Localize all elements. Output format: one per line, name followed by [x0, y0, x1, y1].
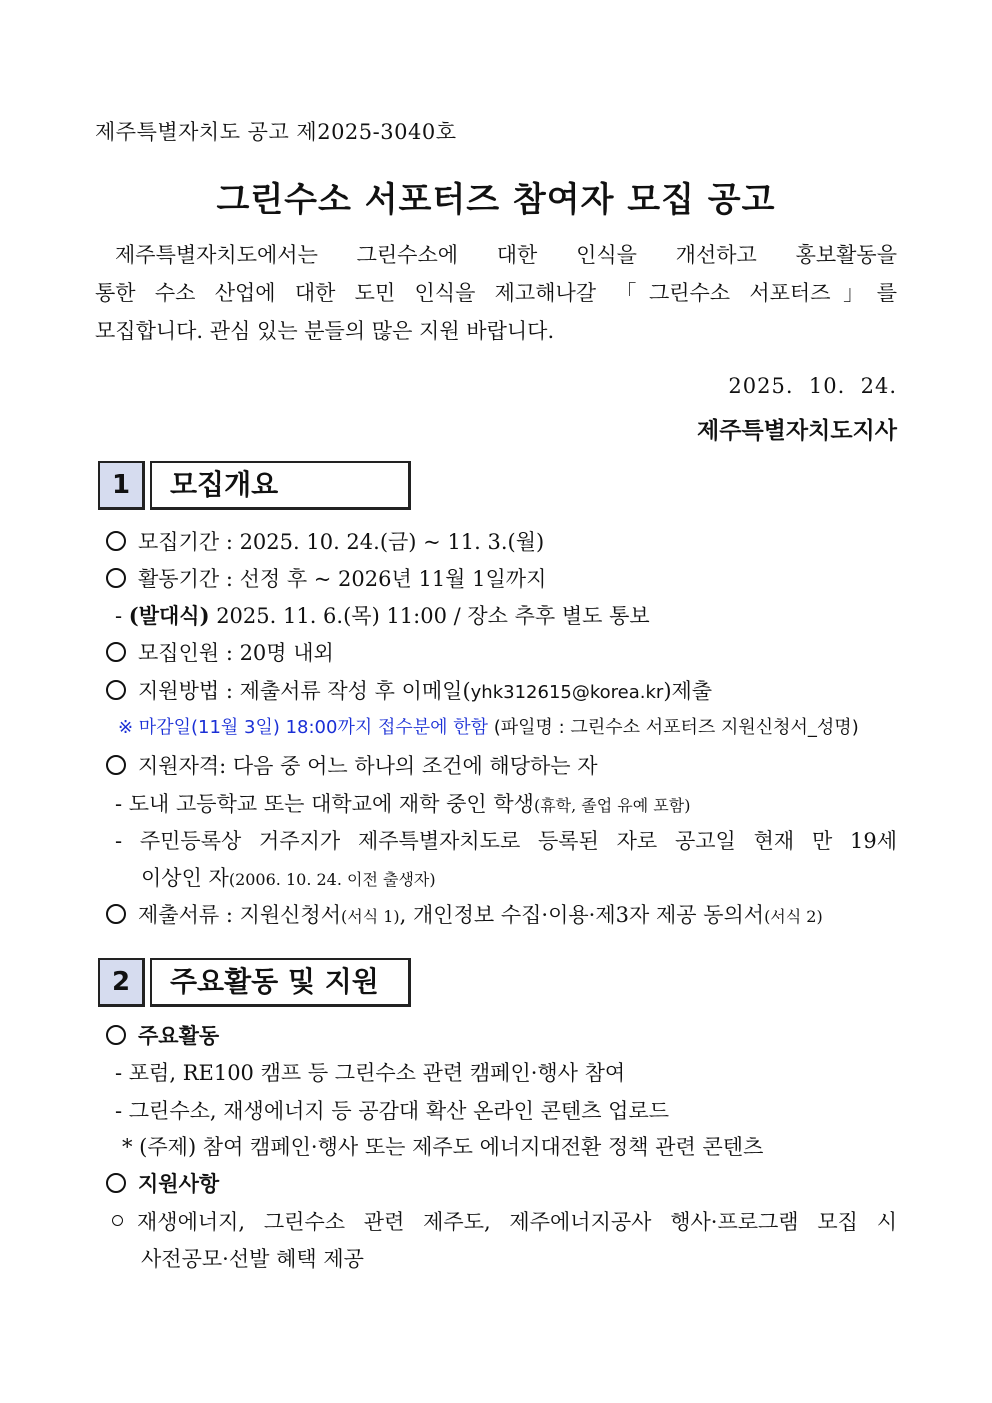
- launch-detail: 2025. 11. 6.(목) 11:00 / 장소 추후 별도 통보: [209, 604, 650, 628]
- activity-period-item: [106, 563, 546, 593]
- apply-method-tail: )제출: [663, 679, 713, 703]
- issuer-name: 제주특별자치도지사: [697, 418, 897, 444]
- form-1-note: (서식 1): [341, 907, 400, 926]
- deadline-note-item: [118, 713, 859, 739]
- apply-method-text: 지원방법 : 제출서류 작성 후 이메일(: [138, 679, 471, 703]
- intro-line-1: 제주특별자치도에서는 그린수소에 대한 인식을 개선하고 홍보활동을: [115, 243, 897, 267]
- circle-bullet-icon: [106, 680, 126, 700]
- intro-line-2: 통한 수소 산업에 대한 도민 인식을 제고해나갈 「그린수소 서포터즈」를: [95, 281, 897, 305]
- eligibility-resident-line-2: [141, 862, 436, 892]
- eligibility-student-item: [115, 788, 690, 818]
- activities-head: 주요활동: [138, 1023, 220, 1048]
- eligibility-birth-note: (2006. 10. 24. 이전 출생자): [228, 870, 436, 889]
- eligibility-student-note: (휴학, 졸업 유예 포함): [533, 796, 691, 815]
- support-line-2: 사전공모·선발 혜택 제공: [141, 1247, 364, 1271]
- notice-number: 제주특별자치도 공고 제2025-3040호: [95, 120, 457, 144]
- activity-2: - 그린수소, 재생에너지 등 공감대 확산 온라인 콘텐츠 업로드: [115, 1099, 670, 1123]
- page-title: 그린수소 서포터즈 참여자 모집 공고: [216, 180, 776, 220]
- activity-period: 활동기간 : 선정 후 ~ 2026년 11월 1일까지: [138, 567, 547, 591]
- support-text-1: 재생에너지, 그린수소 관련 제주도, 제주에너지공사 행사·프로그램 모집 시: [137, 1210, 897, 1234]
- eligibility-item: [106, 750, 598, 780]
- recruit-count: 모집인원 : 20명 내외: [138, 641, 334, 665]
- section-2-number: 2: [98, 958, 145, 1007]
- circle-bullet-icon: [106, 531, 126, 551]
- support-head: 지원사항: [138, 1171, 220, 1196]
- documents-consent: , 개인정보 수집·이용·제3자 제공 동의서: [399, 903, 765, 927]
- eligibility-resident-line-1: - 주민등록상 거주지가 제주특별자치도로 등록된 자로 공고일 현재 만 19세: [115, 829, 897, 853]
- circle-bullet-icon: [106, 1025, 126, 1045]
- deadline-note: ※ 마감일(11월 3일) 18:00까지 접수분에 한함: [118, 717, 489, 738]
- circle-bullet-icon: [106, 642, 126, 662]
- circle-bullet-icon: [106, 568, 126, 588]
- section-1-title: 모집개요: [150, 461, 411, 510]
- support-line-1: [112, 1206, 897, 1236]
- activities-head-item: [106, 1020, 219, 1050]
- launch-ceremony-item: [115, 600, 650, 630]
- documents-item: [106, 899, 823, 929]
- form-2-note: (서식 2): [764, 907, 823, 926]
- documents-text: 제출서류 : 지원신청서: [138, 903, 341, 927]
- section-2-title: 주요활동 및 지원: [150, 958, 411, 1007]
- support-head-item: [106, 1168, 219, 1198]
- circle-bullet-icon: [106, 755, 126, 775]
- activity-note: * (주제) 참여 캠페인·행사 또는 제주도 에너지대전환 정책 관련 콘텐츠: [122, 1135, 764, 1159]
- notice-date: 2025. 10. 24.: [728, 374, 897, 398]
- circle-bullet-icon: [106, 904, 126, 924]
- recruit-period: 모집기간 : 2025. 10. 24.(금) ~ 11. 3.(월): [138, 530, 545, 554]
- eligibility-text: 지원자격: 다음 중 어느 하나의 조건에 해당하는 자: [138, 754, 598, 778]
- intro-paragraph: [95, 236, 897, 350]
- eligibility-resident-text: 이상인 자: [141, 866, 229, 890]
- activity-1: - 포럼, RE100 캠프 등 그린수소 관련 캠페인·행사 참여: [115, 1061, 626, 1085]
- apply-email: yhk312615@korea.kr: [470, 682, 664, 703]
- apply-method-item: [106, 675, 712, 705]
- recruit-count-item: [106, 637, 334, 667]
- launch-label: (발대식): [128, 603, 210, 628]
- eligibility-student: - 도내 고등학교 또는 대학교에 재학 중인 학생: [115, 792, 534, 816]
- file-name-note: (파일명 : 그린수소 서포터즈 지원신청서_성명): [488, 717, 859, 738]
- recruit-period-item: [106, 526, 544, 556]
- small-circle-bullet-icon: [112, 1215, 123, 1226]
- dash-prefix: -: [115, 604, 129, 628]
- section-1-number: 1: [98, 461, 145, 510]
- circle-bullet-icon: [106, 1173, 126, 1193]
- intro-line-3: 모집합니다. 관심 있는 분들의 많은 지원 바랍니다.: [95, 319, 555, 343]
